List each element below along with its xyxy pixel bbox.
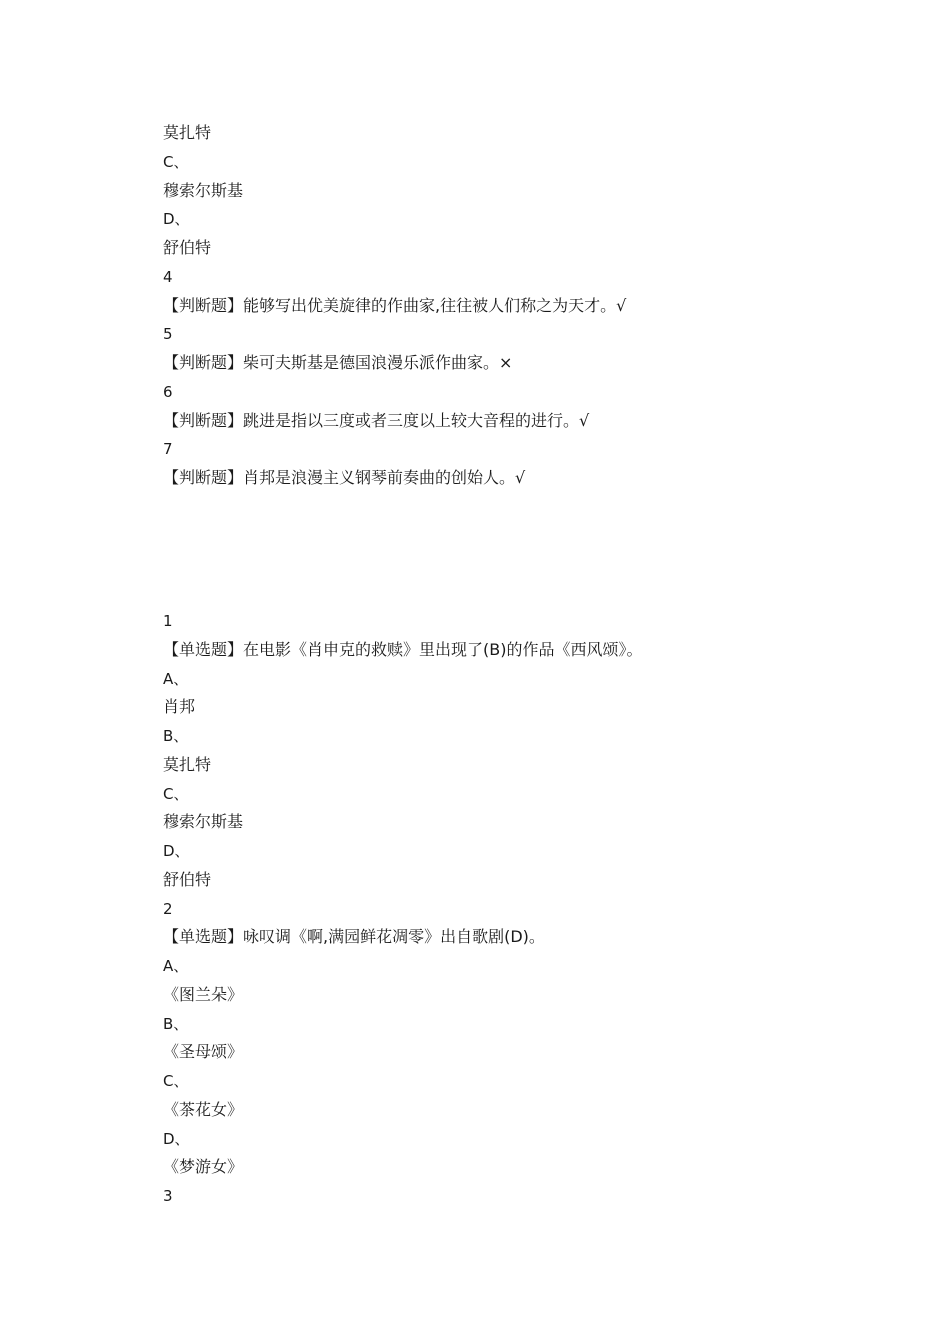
option-text: 《图兰朵》 xyxy=(163,984,244,1004)
option-text: 《梦游女》 xyxy=(163,1157,244,1177)
option-text: 舒伯特 xyxy=(163,238,212,257)
option-label: C、 xyxy=(163,1072,189,1090)
question-text: 【单选题】在电影《肖申克的救赎》里出现了(B)的作品《西风颂》。 xyxy=(163,639,643,659)
question-text: 【判断题】能够写出优美旋律的作曲家,往往被人们称之为天才。√ xyxy=(163,295,627,315)
option-text: 《圣母颂》 xyxy=(163,1042,244,1062)
option-text: 莫扎特 xyxy=(163,123,212,142)
question-number: 7 xyxy=(163,440,173,459)
option-label: D、 xyxy=(163,210,190,229)
option-label: D、 xyxy=(163,842,190,860)
option-text: 穆索尔斯基 xyxy=(163,812,244,832)
question-number: 4 xyxy=(163,267,173,286)
quiz-section-continued xyxy=(163,119,883,493)
option-label: C、 xyxy=(163,152,189,171)
question-number: 3 xyxy=(163,1187,173,1205)
option-text: 肖邦 xyxy=(163,697,196,717)
question-number: 2 xyxy=(163,899,173,918)
option-text: 穆索尔斯基 xyxy=(163,180,244,200)
option-label: B、 xyxy=(163,1014,189,1033)
question-number: 5 xyxy=(163,325,173,344)
option-label: C、 xyxy=(163,784,189,803)
option-text: 《茶花女》 xyxy=(163,1099,244,1119)
question-text: 【单选题】咏叹调《啊,满园鲜花凋零》出自歌剧(D)。 xyxy=(163,927,545,947)
option-text: 莫扎特 xyxy=(163,754,212,774)
question-number: 1 xyxy=(163,612,173,630)
option-text: 舒伯特 xyxy=(163,869,212,889)
option-label: D、 xyxy=(163,1129,190,1148)
question-text: 【判断题】柴可夫斯基是德国浪漫乐派作曲家。× xyxy=(163,353,513,372)
option-label: A、 xyxy=(163,669,189,688)
question-text: 【判断题】肖邦是浪漫主义钢琴前奏曲的创始人。√ xyxy=(163,468,526,487)
question-number: 6 xyxy=(163,382,173,401)
option-label: B、 xyxy=(163,727,189,745)
question-text: 【判断题】跳进是指以三度或者三度以上较大音程的进行。√ xyxy=(163,410,590,430)
option-label: A、 xyxy=(163,957,189,975)
quiz-section xyxy=(163,607,883,1211)
